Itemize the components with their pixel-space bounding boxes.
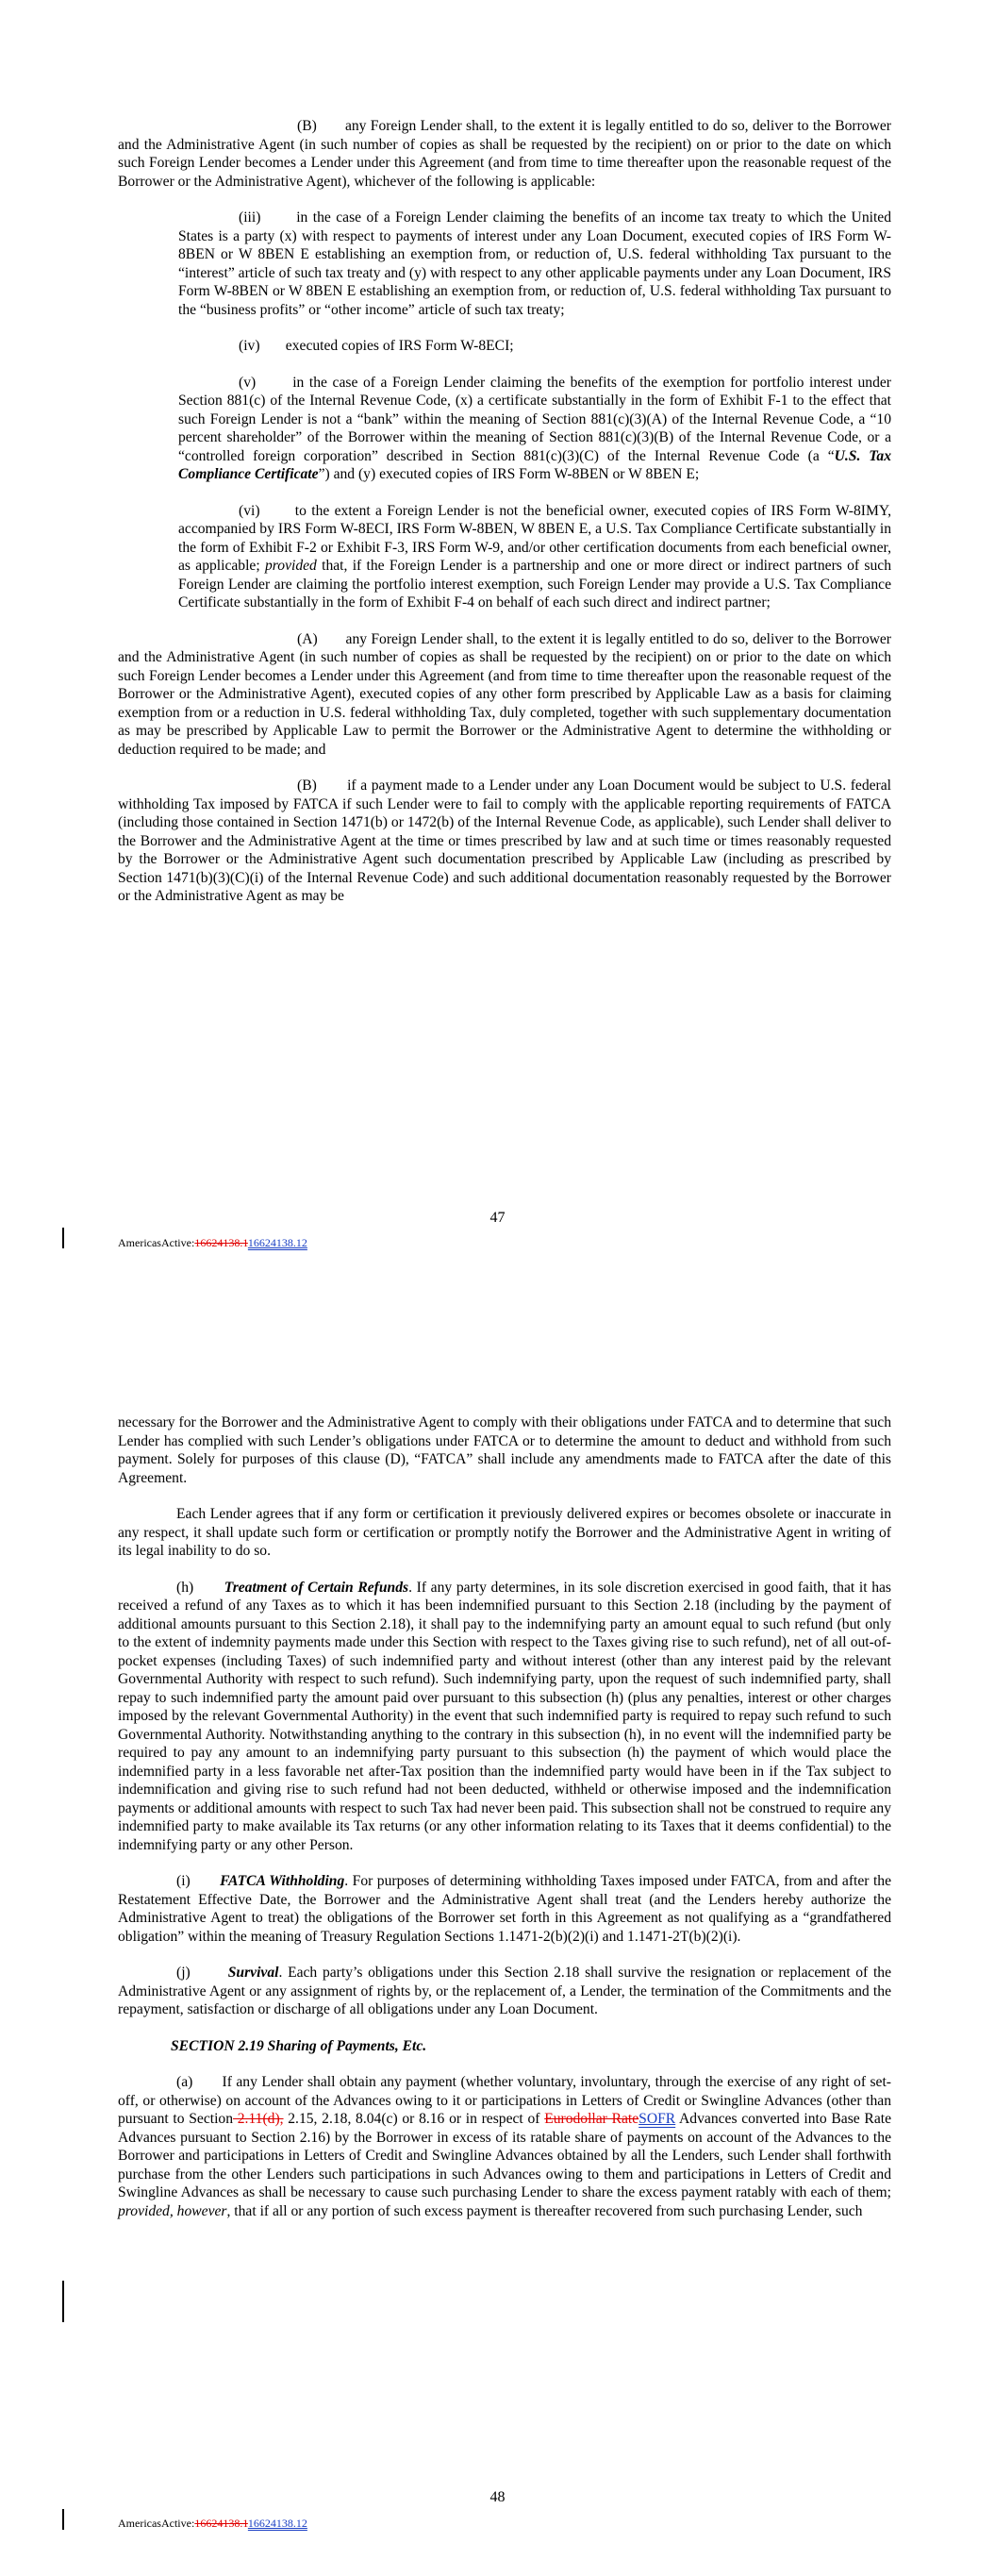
heading-fatca: FATCA Withholding (220, 1873, 345, 1889)
page-number: 48 (489, 2489, 506, 2505)
page-47-body (118, 117, 891, 924)
page-48 (0, 1302, 995, 2576)
section-heading: SECTION 2.19 Sharing of Payments, Etc. (171, 2037, 427, 2054)
heading-survival: Survival (227, 1965, 279, 1981)
change-bar (62, 1228, 64, 1248)
deleted-text: 2.11(d), (233, 2111, 284, 2127)
heading-refunds: Treatment of Certain Refunds (224, 1579, 409, 1596)
paragraph-iv: (iv) executed copies of IRS Form W-8ECI; (239, 338, 514, 354)
page-48-body (118, 1413, 891, 2238)
paragraph-j: (j) Survival. Each party’s obligations under this Section 2.18 shall survive the resignation or replacement of the Administrative Agent or any assignment of rights by, or the replacement of, a Lender, the termination of the Commitments and the repayment, satisfaction or discharge of all obligations under any Loan Document. (118, 1965, 891, 2017)
paragraph-a: (A) any Foreign Lender shall, to the extent it is legally entitled to do so, deliver to the Borrower and the Administrative Agent (in such number of copies as shall be requested by the recipient) on or prior to the date on which such Foreign Lender becomes a Lender under this Agreement (and from time to time thereafter upon the reasonable request of the Borrower or the Administrative Agent), executed copies of any other form prescribed by Applicable Law as a basis for claiming exemption from or a reduction in U.S. federal withholding Tax, duly completed, together with such supplementary documentation as may be prescribed by Applicable Law to permit the Borrower or the Administrative Agent to determine the withholding or deduction required to be made; and (118, 630, 891, 758)
paragraph-h: (h) Treatment of Certain Refunds. If any party determines, in its sole discretion exercised in good faith, that it has received a refund of any Taxes as to which it has been indemnified pursuant to this Section 2.18 (including by the payment of additional amounts pursuant to this Section 2.18), it shall pay to the indemnifying party an amount equal to such refund (but only to the extent of indemnity payments made under this Section with respect to the Taxes giving rise to such refund), net of all out-of-pocket expenses (including Taxes) of such indemnified party and without interest (other than any interest paid by the relevant Governmental Authority with respect to such refund). Such indemnifying party, upon the request of such indemnified party, shall repay to such indemnified party the amount paid over pursuant to this subsection (h) (plus any penalties, interest or other charges imposed by the relevant Governmental Authority) in the event that such indemnified party is required to repay such refund to such Governmental Authority. Notwithstanding anything to the contrary in this subsection (h), in no event will the indemnified party be required to pay any amount to an indemnifying party pursuant to this subsection (h) the payment of which would place the indemnified party in a less favorable net after-Tax position than the indemnified party would have been in if the Tax subject to indemnification and giving rise to such refund had not been deducted, withheld or otherwise imposed and the indemnification payments or additional amounts with respect to such Tax had never been paid. This subsection shall not be construed to require any indemnified party to make available its Tax returns (or any other information relating to its Taxes that it deems confidential) to the indemnifying party or any other Person. (118, 1579, 891, 1853)
paragraph-iii: (iii) in the case of a Foreign Lender claiming the benefits of an income tax treaty to which the United States is a party (x) with respect to payments of interest under any Loan Document, executed copies of IRS Form W-8BEN or W 8BEN E establishing an exemption from, or reduction of, U.S. federal withholding Tax pursuant to the “interest” article of such tax treaty and (y) with respect to any other applicable payments under any Loan Document, IRS Form W-8BEN or W 8BEN E establishing an exemption from, or reduction of, U.S. federal withholding Tax pursuant to the “business profits” or “other income” article of such tax treaty; (178, 209, 891, 318)
paragraph-vi: (vi) to the extent a Foreign Lender is not the beneficial owner, executed copies of IRS Form W-8IMY, accompanied by IRS Form W-8ECI, IRS Form W-8BEN, W 8BEN E, a U.S. Tax Compliance Certificate substantially in the form of Exhibit F-2 or Exhibit F-3, IRS Form W-9, and/or other certification documents from each beneficial owner, as applicable; provided that, if the Foreign Lender is a partnership and one or more direct or indirect partners of such Foreign Lender are claiming the portfolio interest exemption, such Foreign Lender may provide a U.S. Tax Compliance Certificate substantially in the form of Exhibit F-4 on behalf of each such direct and indirect partner; (178, 502, 891, 611)
change-bar (62, 2509, 64, 2530)
paragraph-b-top: (B) any Foreign Lender shall, to the extent it is legally entitled to do so, deliver to the Borrower and the Administrative Agent (in such number of copies as shall be requested by the recipient) on or prior to the date on which such Foreign Lender becomes a Lender under this Agreement (and from time to time thereafter upon the reasonable request of the Borrower or the Administrative Agent), whichever of the following is applicable: (118, 118, 891, 190)
deleted-text: Eurodollar Rate (544, 2111, 639, 2127)
paragraph-section-2-19-a: (a) If any Lender shall obtain any payment (whether voluntary, involuntary, through the exercise of any right of set-off, or otherwise) on account of the Advances owing to it or participations in Letters of Credit or Swingline Advances (other than pursuant to Section 2.11(d), 2.15, 2.18, 8.04(c) or 8.16 or in respect of Eurodollar RateSOFR Advances converted into Base Rate Advances pursuant to Section 2.16) by the Borrower in excess of its ratable share of payments on account of the Advances to the Borrower and participations in Letters of Credit and Swingline Advances obtained by all the Lenders, such Lender shall forthwith purchase from the other Lenders such participations in such Advances owing to them and participations in Letters of Credit and Swingline Advances as shall be necessary to cause such purchasing Lender to share the excess payment ratably with each of them; provided, however, that if all or any portion of such excess payment is thereafter recovered from such purchasing Lender, such (118, 2074, 891, 2219)
footer-doc-id: AmericasActive:16624138.116624138.12 (118, 2517, 307, 2530)
paragraph-b-bottom: (B) if a payment made to a Lender under any Loan Document would be subject to U.S. federal withholding Tax imposed by FATCA if such Lender were to fail to comply with the applicable reporting requirements of FATCA (including those contained in Section 1471(b) or 1472(b) of the Internal Revenue Code, as applicable), such Lender shall deliver to the Borrower and the Administrative Agent at the time or times prescribed by law and at such time or times reasonably requested by the Borrower or the Administrative Agent such documentation prescribed by Applicable Law (including as prescribed by Section 1471(b)(3)(C)(i) of the Internal Revenue Code) and such additional documentation reasonably requested by the Borrower or the Administrative Agent as may be (118, 778, 891, 904)
defined-term: U.S. Tax Compliance Certificate (178, 447, 891, 482)
paragraph-i: (i) FATCA Withholding. For purposes of determining withholding Taxes imposed under FATCA, from and after the Restatement Effective Date, the Borrower and the Administrative Agent shall treat (and the Lenders hereby authorize the Administrative Agent to treat) the obligations of the Borrower set forth in this Agreement as not qualifying as a “grandfathered obligation” within the meaning of Treasury Regulation Sections 1.1471-2(b)(2)(i) and 1.1471-2T(b)(2)(i). (118, 1873, 891, 1945)
change-bar (62, 2281, 64, 2301)
inserted-text: SOFR (638, 2111, 676, 2127)
paragraph-each-lender: Each Lender agrees that if any form or certification it previously delivered expires or becomes obsolete or inaccurate in any respect, it shall update such form or certification or promptly notify the Borrower and the Administrative Agent in writing of its legal inability to do so. (118, 1506, 891, 1559)
change-bar (62, 2301, 64, 2322)
page-number: 47 (489, 1210, 506, 1226)
continuation-paragraph: necessary for the Borrower and the Administrative Agent to comply with their obligations under FATCA and to determine that such Lender has complied with such Lender’s obligations under FATCA or to determine the amount to deduct and withhold from such payment. Solely for purposes of this clause (D), “FATCA” shall include any amendments made to FATCA after the date of this Agreement. (118, 1414, 891, 1486)
footer-doc-id: AmericasActive:16624138.116624138.12 (118, 1236, 307, 1249)
paragraph-v: (v) in the case of a Foreign Lender claiming the benefits of the exemption for portfolio interest under Section 881(c) of the Internal Revenue Code, (x) a certificate substantially in the form of Exhibit F-1 to the effect that such Foreign Lender is not a “bank” within the meaning of Section 881(c)(3)(A) of the Internal Revenue Code, a “10 percent shareholder” of the Borrower within the meaning of Section 881(c)(3)(B) of the Internal Revenue Code, or a “controlled foreign corporation” described in Section 881(c)(3)(C) of the Internal Revenue Code (a “U.S. Tax Compliance Certificate”) and (y) executed copies of IRS Form W-8BEN or W 8BEN E; (178, 374, 891, 482)
